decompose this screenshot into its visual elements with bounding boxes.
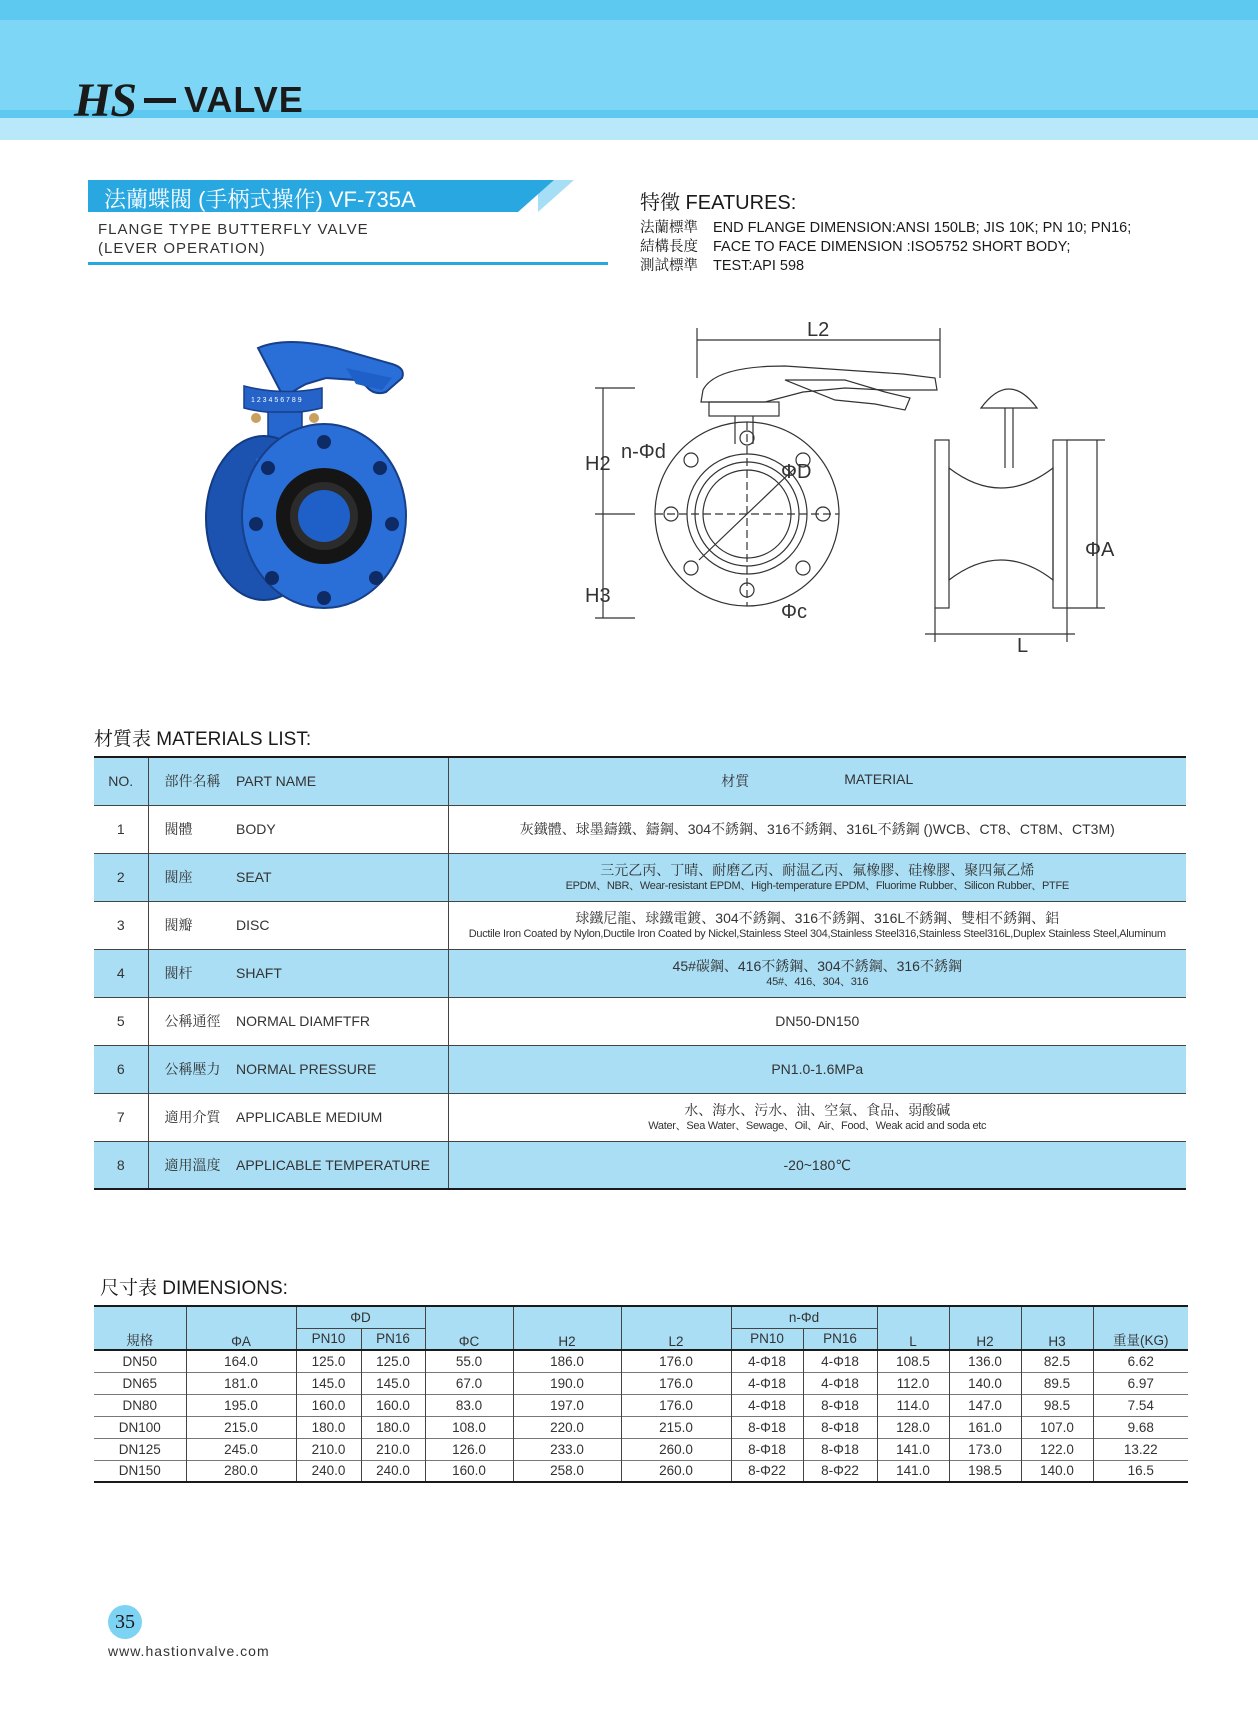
dim-cell-phid-pn16: 240.0	[361, 1460, 425, 1482]
part-name-en: BODY	[236, 805, 448, 853]
dim-cell-nphid-pn10: 4-Φ18	[731, 1350, 803, 1372]
dim-cell-size: DN100	[118, 1419, 161, 1435]
dim-cell-phia: 215.0	[186, 1416, 296, 1438]
feature-text: TEST:API 598	[713, 258, 805, 274]
product-subtitle-line2: (LEVER OPERATION)	[98, 240, 266, 257]
material-sub: 45#、416、304、316	[766, 976, 869, 988]
indicator-scale: 1 2 3 4 5 6 7 8 9	[251, 397, 302, 404]
brand-logo-dash	[144, 98, 176, 103]
dim-cell-phid-pn16: 160.0	[361, 1394, 425, 1416]
material-cell	[448, 853, 1186, 901]
dim-cell-phia: 280.0	[186, 1460, 296, 1482]
dim-cell-phic: 83.0	[425, 1394, 513, 1416]
material-main: 三元乙丙、丁晴、耐磨乙丙、耐温乙丙、氟橡膠、硅橡膠、聚四氟乙烯	[600, 862, 1035, 878]
material-cell	[448, 997, 1186, 1045]
dimensions-row	[94, 1372, 1188, 1394]
material-cell	[448, 1093, 1186, 1141]
feature-text: END FLANGE DIMENSION:ANSI 150LB; JIS 10K; PN 10; PN16;	[713, 220, 1132, 236]
feature-label-zh: 法蘭標準	[640, 220, 698, 236]
col-header-nphid-pn16: PN16	[803, 1328, 877, 1350]
dimensions-table	[94, 1305, 1188, 1483]
product-title-box	[88, 180, 608, 266]
part-name-en: NORMAL PRESSURE	[236, 1045, 448, 1093]
feature-text: FACE TO FACE DIMENSION :ISO5752 SHORT BODY;	[713, 239, 1071, 255]
part-name-zh: 閥瓣	[164, 917, 193, 933]
header-banner	[0, 0, 1258, 150]
dim-cell-l2: 176.0	[621, 1372, 731, 1394]
dim-cell-h3: 122.0	[1021, 1438, 1093, 1460]
materials-row	[94, 949, 1186, 997]
dim-cell-phid-pn16: 210.0	[361, 1438, 425, 1460]
dim-cell-h2b: 161.0	[949, 1416, 1021, 1438]
dim-cell-size: DN50	[122, 1353, 157, 1369]
dimensions-header-row-top	[94, 1306, 1188, 1328]
dim-cell-h3: 82.5	[1021, 1350, 1093, 1372]
col-header-material	[448, 757, 1186, 805]
dim-cell-phid-pn10: 210.0	[296, 1438, 361, 1460]
dim-cell-size: DN80	[122, 1397, 157, 1413]
col-header-phia: ΦA	[186, 1306, 296, 1350]
dim-cell-phia: 164.0	[186, 1350, 296, 1372]
dim-cell-weight: 6.97	[1093, 1372, 1188, 1394]
dim-cell-weight: 16.5	[1093, 1460, 1188, 1482]
material-cell	[448, 1045, 1186, 1093]
dim-cell-phid-pn10: 160.0	[296, 1394, 361, 1416]
material-cell	[448, 949, 1186, 997]
col-header-l: L	[877, 1306, 949, 1350]
material-main: 球鐵尼龍、球鐵電鍍、304不銹鋼、316不銹鋼、316L不銹鋼、雙相不銹鋼、鋁	[575, 910, 1060, 926]
dim-cell-h3: 98.5	[1021, 1394, 1093, 1416]
feature-label-zh: 結構長度	[640, 239, 698, 255]
col-header-l2: L2	[621, 1306, 731, 1350]
materials-heading: 材質表 MATERIALS LIST:	[94, 729, 312, 750]
drawing-label-l: L	[1017, 635, 1029, 657]
material-cell	[448, 805, 1186, 853]
dim-cell-nphid-pn16: 8-Φ18	[803, 1438, 877, 1460]
part-name-zh: 閥體	[164, 821, 193, 837]
col-header-phid: ΦD	[296, 1306, 425, 1328]
page-number: 35	[108, 1605, 142, 1639]
materials-row	[94, 853, 1186, 901]
dim-cell-size: DN65	[122, 1375, 157, 1391]
dim-cell-size: DN125	[118, 1441, 161, 1457]
dim-cell-l2: 176.0	[621, 1350, 731, 1372]
dim-cell-h2: 258.0	[513, 1460, 621, 1482]
materials-row	[94, 1141, 1186, 1189]
dim-cell-weight: 7.54	[1093, 1394, 1188, 1416]
material-sub: Water、Sea Water、Sewage、Oil、Air、Food、Weak acid and soda etc	[648, 1120, 987, 1132]
materials-row	[94, 997, 1186, 1045]
dim-cell-phia: 195.0	[186, 1394, 296, 1416]
materials-header-row	[94, 757, 1186, 805]
dim-cell-nphid-pn16: 8-Φ18	[803, 1394, 877, 1416]
col-header-material-zh: 材質	[721, 773, 750, 790]
feature-label-zh: 測試標準	[640, 258, 698, 274]
col-header-phic: ΦC	[425, 1306, 513, 1350]
dimensions-heading: 尺寸表 DIMENSIONS:	[100, 1278, 288, 1299]
dim-cell-phid-pn16: 125.0	[361, 1350, 425, 1372]
materials-table	[94, 756, 1186, 1190]
dim-cell-phid-pn16: 145.0	[361, 1372, 425, 1394]
dim-cell-weight: 9.68	[1093, 1416, 1188, 1438]
website-link[interactable]: www.hastionvalve.com	[108, 1643, 270, 1659]
col-header-no: NO.	[94, 757, 148, 805]
features-heading: 特徵 FEATURES:	[640, 192, 797, 214]
materials-row	[94, 1093, 1186, 1141]
dim-cell-nphid-pn10: 8-Φ18	[731, 1438, 803, 1460]
drawing-label-h3: H3	[585, 585, 611, 607]
dimensions-row	[94, 1416, 1188, 1438]
dim-cell-phid-pn16: 180.0	[361, 1416, 425, 1438]
dim-cell-h2: 186.0	[513, 1350, 621, 1372]
dim-cell-h2: 220.0	[513, 1416, 621, 1438]
product-title-zh: 法蘭蝶閥 (手柄式操作) VF-735A	[104, 187, 416, 212]
col-header-h3: H3	[1021, 1306, 1093, 1350]
material-no: 3	[94, 901, 148, 949]
material-no: 4	[94, 949, 148, 997]
product-subtitle-line1: FLANGE TYPE BUTTERFLY VALVE	[98, 221, 369, 238]
material-no: 5	[94, 997, 148, 1045]
dim-cell-h2: 190.0	[513, 1372, 621, 1394]
dim-cell-weight: 13.22	[1093, 1438, 1188, 1460]
dim-cell-l: 114.0	[877, 1394, 949, 1416]
dim-cell-phid-pn10: 240.0	[296, 1460, 361, 1482]
drawing-label-phid: ΦD	[781, 461, 812, 483]
col-header-nphid: n-Φd	[731, 1306, 877, 1328]
valve-product-photo	[196, 338, 436, 643]
dimensions-row	[94, 1350, 1188, 1372]
dim-cell-phic: 108.0	[425, 1416, 513, 1438]
part-name-zh: 閥杆	[164, 965, 193, 981]
brand-logo-hs: HS	[74, 73, 137, 127]
dim-cell-l2: 215.0	[621, 1416, 731, 1438]
material-main: 水、海水、污水、油、空氣、食品、弱酸碱	[684, 1102, 951, 1118]
feature-row	[640, 238, 1200, 257]
dimensions-row	[94, 1394, 1188, 1416]
dim-cell-h3: 89.5	[1021, 1372, 1093, 1394]
material-main: DN50-DN150	[775, 1013, 860, 1029]
material-sub: Ductile Iron Coated by Nylon,Ductile Iron Coated by Nickel,Stainless Steel 304,Stainless Steel316,Stainless Steel316L,Duplex Stainless Steel,Aluminum	[468, 928, 1166, 940]
dim-cell-nphid-pn16: 8-Φ18	[803, 1416, 877, 1438]
dim-cell-l: 141.0	[877, 1460, 949, 1482]
drawing-label-phia: ΦA	[1085, 539, 1115, 561]
dim-cell-h3: 107.0	[1021, 1416, 1093, 1438]
dim-cell-phic: 55.0	[425, 1350, 513, 1372]
dim-cell-l: 141.0	[877, 1438, 949, 1460]
materials-row	[94, 1045, 1186, 1093]
brand-logo	[74, 72, 304, 128]
material-main: PN1.0-1.6MPa	[771, 1061, 864, 1077]
part-name-zh: 閥座	[164, 869, 193, 885]
material-no: 8	[94, 1141, 148, 1189]
material-sub: EPDM、NBR、Wear-resistant EPDM、High-temperature EPDM、Fluorime Rubber、Silicon Rubber、PTFE	[565, 880, 1069, 892]
part-name-zh: 適用溫度	[164, 1156, 221, 1173]
valve-technical-drawing	[585, 318, 1200, 663]
dim-cell-l: 108.5	[877, 1350, 949, 1372]
col-header-phid-pn10: PN10	[296, 1328, 361, 1350]
dim-cell-h2b: 198.5	[949, 1460, 1021, 1482]
dim-cell-h2b: 136.0	[949, 1350, 1021, 1372]
part-name-en: APPLICABLE TEMPERATURE	[236, 1141, 448, 1189]
dim-cell-nphid-pn10: 4-Φ18	[731, 1372, 803, 1394]
drawing-label-phic: Φc	[781, 601, 807, 623]
dim-cell-nphid-pn10: 4-Φ18	[731, 1394, 803, 1416]
dim-cell-l2: 176.0	[621, 1394, 731, 1416]
material-no: 2	[94, 853, 148, 901]
part-name-zh: 適用介質	[164, 1109, 221, 1125]
dim-cell-phia: 181.0	[186, 1372, 296, 1394]
material-no: 6	[94, 1045, 148, 1093]
dim-cell-phic: 126.0	[425, 1438, 513, 1460]
dim-cell-l2: 260.0	[621, 1438, 731, 1460]
dimensions-row	[94, 1460, 1188, 1482]
material-main: 灰鐵體、球墨鑄鐵、鑄鋼、304不銹鋼、316不銹鋼、316L不銹鋼 ()WCB、CT8、CT8M、CT3M)	[519, 821, 1115, 837]
brand-logo-valve: VALVE	[184, 79, 304, 120]
drawing-label-h2: H2	[585, 453, 611, 475]
dim-cell-phic: 67.0	[425, 1372, 513, 1394]
dim-cell-nphid-pn16: 8-Φ22	[803, 1460, 877, 1482]
product-subtitle	[98, 220, 369, 258]
col-header-phid-pn16: PN16	[361, 1328, 425, 1350]
dim-cell-l: 112.0	[877, 1372, 949, 1394]
dim-cell-nphid-pn10: 8-Φ22	[731, 1460, 803, 1482]
features-block	[640, 186, 1200, 276]
dim-cell-phic: 160.0	[425, 1460, 513, 1482]
material-cell	[448, 1141, 1186, 1189]
col-header-h2b: H2	[949, 1306, 1021, 1350]
materials-row	[94, 805, 1186, 853]
dim-cell-h2b: 140.0	[949, 1372, 1021, 1394]
material-main: -20~180℃	[783, 1156, 851, 1173]
feature-row	[640, 257, 1200, 276]
dim-cell-h2b: 173.0	[949, 1438, 1021, 1460]
dim-cell-l2: 260.0	[621, 1460, 731, 1482]
col-header-part-en: PART NAME	[236, 757, 448, 805]
material-main: 45#碳鋼、416不銹鋼、304不銹鋼、316不銹鋼	[672, 958, 962, 974]
dim-cell-phid-pn10: 180.0	[296, 1416, 361, 1438]
dim-cell-size: DN150	[118, 1463, 161, 1479]
dim-cell-nphid-pn16: 4-Φ18	[803, 1350, 877, 1372]
col-header-weight: 重量(KG)	[1093, 1306, 1188, 1350]
part-name-en: NORMAL DIAMFTFR	[236, 997, 448, 1045]
dim-cell-h3: 140.0	[1021, 1460, 1093, 1482]
part-name-en: SHAFT	[236, 949, 448, 997]
part-name-en: DISC	[236, 901, 448, 949]
dim-cell-phia: 245.0	[186, 1438, 296, 1460]
dim-cell-h2: 233.0	[513, 1438, 621, 1460]
materials-row	[94, 901, 1186, 949]
drawing-label-l2: L2	[807, 319, 830, 341]
part-name-en: SEAT	[236, 853, 448, 901]
dim-cell-phid-pn10: 125.0	[296, 1350, 361, 1372]
part-name-zh: 公稱通徑	[164, 1013, 221, 1029]
col-header-size: 規格	[126, 1333, 154, 1348]
part-name-zh: 公稱壓力	[164, 1061, 221, 1077]
drawing-label-nphid: n-Φd	[621, 441, 666, 463]
title-underline	[88, 262, 608, 265]
dim-cell-l: 128.0	[877, 1416, 949, 1438]
dim-cell-nphid-pn16: 4-Φ18	[803, 1372, 877, 1394]
material-no: 7	[94, 1093, 148, 1141]
col-header-material-en: MATERIAL	[844, 771, 914, 788]
feature-row	[640, 219, 1200, 238]
col-header-part-zh: 部件名稱	[164, 773, 221, 790]
material-cell	[448, 901, 1186, 949]
material-no: 1	[94, 805, 148, 853]
part-name-en: APPLICABLE MEDIUM	[236, 1093, 448, 1141]
dim-cell-h2: 197.0	[513, 1394, 621, 1416]
dimensions-row	[94, 1438, 1188, 1460]
col-header-h2: H2	[513, 1306, 621, 1350]
dim-cell-weight: 6.62	[1093, 1350, 1188, 1372]
dim-cell-h2b: 147.0	[949, 1394, 1021, 1416]
dim-cell-phid-pn10: 145.0	[296, 1372, 361, 1394]
col-header-nphid-pn10: PN10	[731, 1328, 803, 1350]
dim-cell-nphid-pn10: 8-Φ18	[731, 1416, 803, 1438]
